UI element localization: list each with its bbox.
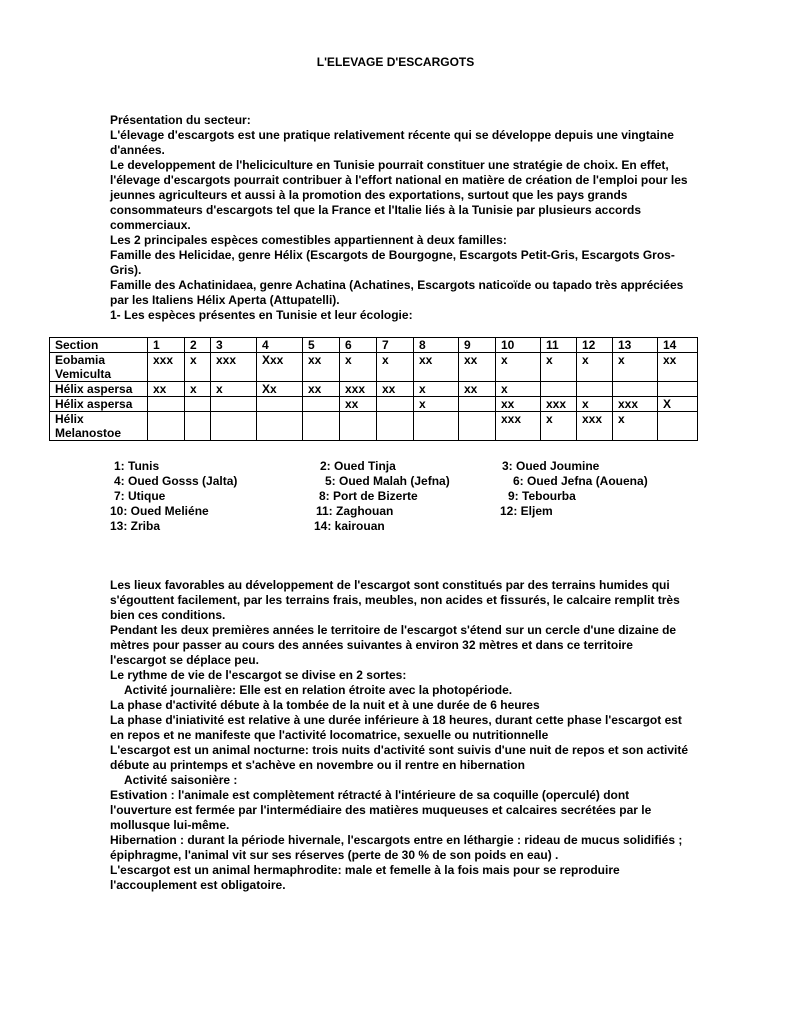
legend-item: 10: Oued Meliéne (110, 504, 209, 518)
table-cell: xx (414, 353, 459, 382)
legend-item: 12: Eljem (500, 504, 553, 518)
table-cell: xx (340, 397, 377, 412)
table-cell: x (577, 397, 613, 412)
table-cell (185, 397, 211, 412)
table-cell: xxx (148, 353, 185, 382)
intro-paragraph: Le developpement de l'heliciculture en Tunisie pourrait constituer une stratégie de choix. En effet, l'élevage d'escargots pourrait contribuer à l'effort national en matière de création de l'emploi pour les jeunnes agriculteurs et aussi à la promotion des exportations, surtout que les pays grands consommateurs d'escargots tel que la France et l'Italie liés à la Tunisie par plusieurs accords commerciaux. (110, 158, 688, 232)
table-cell (257, 412, 303, 441)
body-paragraph: L'escargot est un animal nocturne: trois nuits d'activité sont suivis d'une nuit de repos et son activité débute au printemps et s'achève en novembre ou il rentre en hibernation (110, 743, 689, 772)
body-section (110, 578, 690, 893)
intro-section (110, 113, 690, 323)
table-cell (303, 397, 340, 412)
body-paragraph: Pendant les deux premières années le territoire de l'escargot s'étend sur un cercle d'une dizaine de mètres pour passer au cours des années suivantes à environ 32 mètres et dans ce territoire l'escargot se déplace peu. (110, 623, 677, 667)
table-cell: x (414, 382, 459, 397)
table-cell (148, 412, 185, 441)
body-subheading: Activité journalière: Elle est en relation étroite avec la photopériode. (124, 683, 513, 697)
table-header-cell: 9 (459, 338, 496, 353)
species-ecology-table (49, 337, 698, 441)
table-cell: X (658, 397, 698, 412)
species-name-cell: Hélix aspersa (50, 397, 148, 412)
table-cell: xxx (613, 397, 658, 412)
table-header-cell: 8 (414, 338, 459, 353)
body-subheading: Activité saisonière : (124, 773, 238, 787)
document-title: L'ELEVAGE D'ESCARGOTS (316, 55, 475, 69)
table-cell: x (340, 353, 377, 382)
table-header-row (50, 338, 698, 353)
table-header-cell: 13 (613, 338, 658, 353)
table-cell (459, 397, 496, 412)
intro-subheading: 1- Les espèces présentes en Tunisie et leur écologie: (110, 308, 413, 322)
table-cell: x (613, 353, 658, 382)
body-paragraph: Les lieux favorables au développement de l'escargot sont constitués par des terrains humides qui s'égouttent facilement, par les terrains frais, meubles, non acides et fissurés, le calcaire remplit très bien ces conditions. (110, 578, 680, 622)
table-cell: xx (496, 397, 541, 412)
table-cell (148, 397, 185, 412)
body-paragraph: La phase d'activité débute à la tombée de la nuit et à une durée de 6 heures (110, 698, 540, 712)
table-row (50, 412, 698, 441)
legend-item: 14: kairouan (314, 519, 385, 533)
table-cell: xxx (211, 353, 257, 382)
table-cell (340, 412, 377, 441)
table-cell: xx (303, 382, 340, 397)
table-cell (541, 382, 577, 397)
table-cell: xxx (496, 412, 541, 441)
table-header-cell: 5 (303, 338, 340, 353)
body-paragraph: Le rythme de vie de l'escargot se divise en 2 sortes: (110, 668, 407, 682)
species-name-cell: Eobamia Vemiculta (50, 353, 148, 382)
table-cell: xx (148, 382, 185, 397)
table-cell: Xx (257, 382, 303, 397)
table-cell (459, 412, 496, 441)
table-row (50, 353, 698, 382)
table-cell: xxx (541, 397, 577, 412)
legend-item: 7: Utique (114, 489, 166, 503)
table-cell (377, 397, 414, 412)
body-paragraph: Estivation : l'animale est complètement rétracté à l'intérieure de sa coquille (operculé) dont l'ouverture est fermée par l'intermédiaire des matières muqueuses et calcaires secrétées par le mollusque lui-même. (110, 788, 652, 832)
intro-paragraph: L'élevage d'escargots est une pratique relativement récente qui se développe depuis une vingtaine d'années. (110, 128, 674, 157)
legend-item: 11: Zaghouan (316, 504, 394, 518)
table-cell: x (613, 412, 658, 441)
table-header-cell: 2 (185, 338, 211, 353)
table-cell: xx (377, 382, 414, 397)
table-cell: xxx (340, 382, 377, 397)
table-cell (377, 412, 414, 441)
table-cell: x (496, 382, 541, 397)
table-header-cell: 12 (577, 338, 613, 353)
table-cell (303, 412, 340, 441)
table-header-cell: 10 (496, 338, 541, 353)
table-header-cell: 6 (340, 338, 377, 353)
table-cell: x (377, 353, 414, 382)
table-cell: x (577, 353, 613, 382)
table-cell: xx (459, 382, 496, 397)
legend-item: 4: Oued Gosss (Jalta) (114, 474, 238, 488)
table-row (50, 382, 698, 397)
table-header-cell: 11 (541, 338, 577, 353)
intro-paragraph: Les 2 principales espèces comestibles appartiennent à deux familles: (110, 233, 507, 247)
legend-item: 8: Port de Bizerte (319, 489, 418, 503)
legend-item: 2: Oued Tinja (320, 459, 396, 473)
body-paragraph: Hibernation : durant la période hivernale, l'escargots entre en léthargie : rideau de mucus solidifiés ; épiphragme, l'animal vit sur ses réserves (perte de 30 % de son poids en eau) . (110, 833, 683, 862)
table-header-cell: 7 (377, 338, 414, 353)
legend-item: 6: Oued Jefna (Aouena) (513, 474, 648, 488)
table-cell (257, 397, 303, 412)
table-cell: x (541, 412, 577, 441)
table-cell (414, 412, 459, 441)
table-header-cell: 1 (148, 338, 185, 353)
table-cell: xx (658, 353, 698, 382)
table-cell (613, 382, 658, 397)
table-cell: x (185, 382, 211, 397)
table-cell: x (211, 382, 257, 397)
table-cell (211, 412, 257, 441)
intro-paragraph: Famille des Achatinidaea, genre Achatina (Achatines, Escargots naticoïde ou tapado très appréciées par les Italiens Hélix Aperta (Attupatelli). (110, 278, 684, 307)
table-cell: xx (303, 353, 340, 382)
table-cell: xx (459, 353, 496, 382)
body-paragraph: La phase d'iniativité est relative à une durée inférieure à 18 heures, durant cette phase l'escargot est en repos et ne manifeste que l'activité locomatrice, sexuelle ou nutritionnelle (110, 713, 682, 742)
table-header-cell: 4 (257, 338, 303, 353)
table-cell: x (496, 353, 541, 382)
body-paragraph: L'escargot est un animal hermaphrodite: male et femelle à la fois mais pour se reproduire l'accouplement est obligatoire. (110, 863, 620, 892)
table-cell (577, 382, 613, 397)
table-cell: Xxx (257, 353, 303, 382)
species-name-cell: Hélix Melanostoe (50, 412, 148, 441)
table-cell: x (541, 353, 577, 382)
table-cell: xxx (577, 412, 613, 441)
table-row (50, 397, 698, 412)
table-cell: x (185, 353, 211, 382)
table-cell (658, 382, 698, 397)
legend-item: 9: Tebourba (508, 489, 576, 503)
intro-heading: Présentation du secteur: (110, 113, 251, 127)
table-header-cell: 3 (211, 338, 257, 353)
table-cell: x (414, 397, 459, 412)
legend-item: 3: Oued Joumine (502, 459, 600, 473)
intro-paragraph: Famille des Helicidae, genre Hélix (Escargots de Bourgogne, Escargots Petit-Gris, Escargots Gros-Gris). (110, 248, 675, 277)
legend-item: 1: Tunis (114, 459, 160, 473)
table-cell (658, 412, 698, 441)
legend-item: 5: Oued Malah (Jefna) (325, 474, 450, 488)
table-header-cell: 14 (658, 338, 698, 353)
table-cell (211, 397, 257, 412)
legend-item: 13: Zriba (110, 519, 161, 533)
table-header-cell: Section (50, 338, 148, 353)
table-cell (185, 412, 211, 441)
species-name-cell: Hélix aspersa (50, 382, 148, 397)
